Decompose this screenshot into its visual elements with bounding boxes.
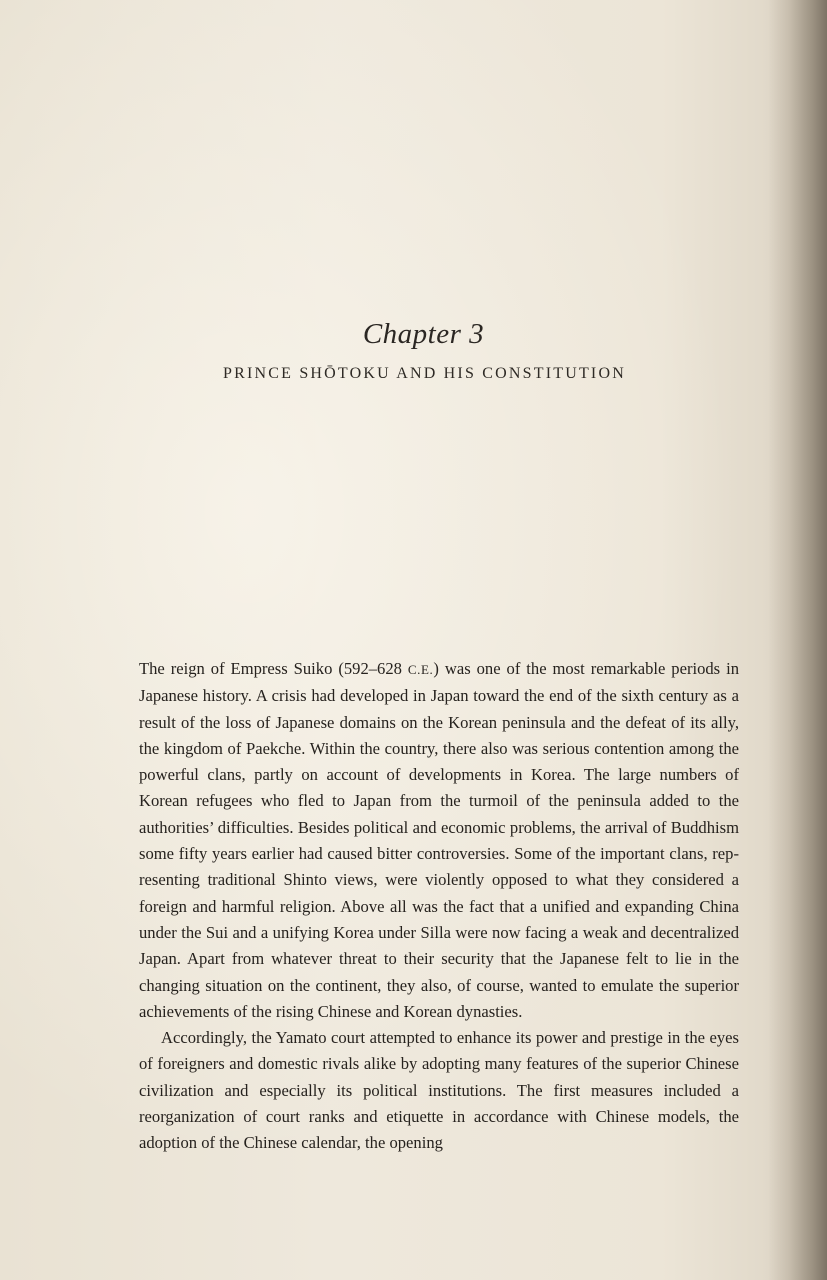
chapter-body-text <box>139 656 739 1157</box>
paragraph-2: Accordingly, the Yamato court attempted to enhance its power and prestige in the eyes of foreigners and domestic rivals alike by adopting many features of the superior Chinese civilization and especially its political institutions. The first measures included a reorganization of court ranks and etiquette in accordance with Chinese models, the adoption of the Chinese calendar, the opening <box>139 1028 739 1153</box>
chapter-heading <box>0 318 827 383</box>
chapter-title: PRINCE SHŌTOKU AND HIS CONSTITUTION <box>223 365 626 382</box>
paragraph-1-rest: ) was one of the most remarkable periods in Japanese history. A crisis had developed in Japan toward the end of the sixth century as a result of the loss of Japanese domains on the Korean peninsula and the defeat of its ally, the kingdom of Paekche. Within the country, there also was serious contention among the powerful clans, partly on account of developments in Korea. The large numbers of Korean refugees who fled to Japan from the turmoil of the peninsula added to the authorities’ difficulties. Besides political and economic problems, the arrival of Buddhism some fifty years earlier had caused bitter controversies. Some of the important clans, representing traditional Shinto views, were violently opposed to what they considered a foreign and harmful religion. Above all was the fact that a unified and expanding China under the Sui and a unifying Korea under Silla were now facing a weak and decentralized Japan. Apart from whatever threat to their security that the Japanese felt to lie in the changing situation on the continent, they also, of course, wanted to emulate the superior achievements of the rising Chinese and Korean dynasties. <box>139 659 739 1021</box>
chapter-number: Chapter 3 <box>362 318 485 350</box>
paragraph-1-opening: The reign of Empress Suiko (592–628 <box>139 659 408 678</box>
era-abbreviation: C.E. <box>407 662 434 677</box>
paragraph-1 <box>139 656 739 1025</box>
page-edge-shadow <box>768 0 827 1280</box>
